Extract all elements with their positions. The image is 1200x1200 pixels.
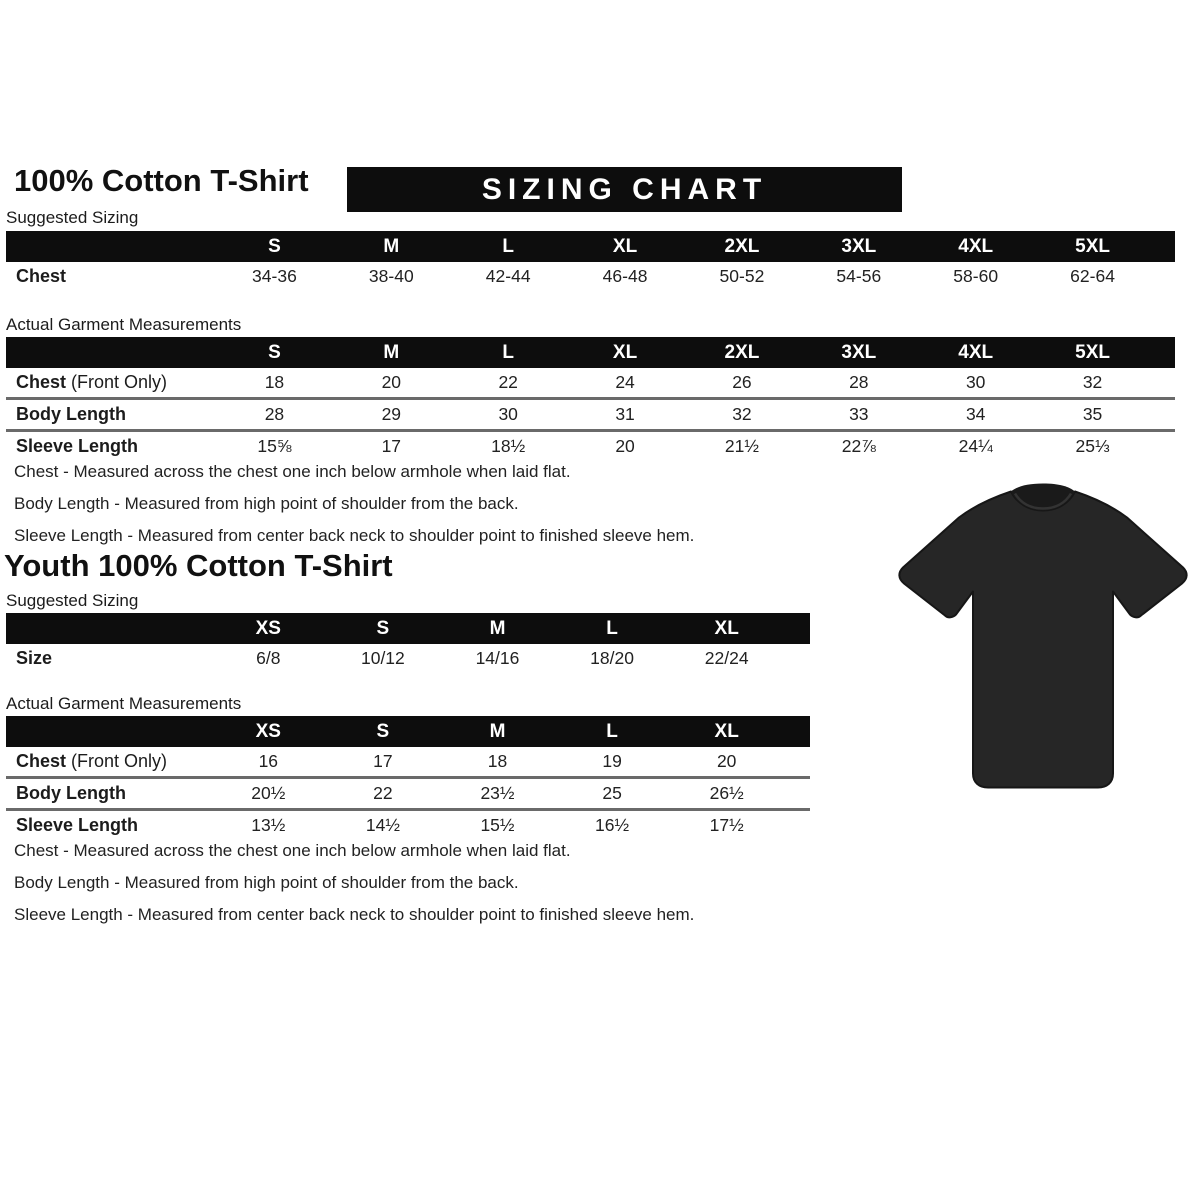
measurement-cell: 17: [373, 751, 393, 771]
size-table-header-row: [6, 613, 810, 644]
table-row: [6, 808, 810, 840]
row-label: Chest (Front Only): [16, 751, 168, 771]
note-line: Sleeve Length - Measured from center back neck to shoulder point to finished sleeve hem.: [14, 905, 695, 924]
size-column-header: M: [383, 341, 400, 363]
actual-garment-measurements-label: Actual Garment Measurements: [6, 315, 242, 334]
size-column-header: M: [489, 617, 506, 639]
row-label-text: Sleeve Length: [16, 815, 139, 835]
measurement-cell: 24¼: [958, 436, 993, 456]
row-label: [6, 436, 216, 457]
table-row: [6, 262, 1175, 291]
measurement-cell: 46-48: [602, 266, 648, 286]
size-column-header: S: [376, 720, 390, 742]
row-label-text: Chest: [16, 266, 67, 286]
suggested-sizing-label: Suggested Sizing: [6, 208, 139, 227]
size-column-header: 2XL: [724, 341, 760, 363]
size-column-header: XS: [255, 617, 281, 639]
measurement-cell: 34-36: [252, 266, 297, 286]
size-column-header: XL: [612, 341, 638, 363]
measurement-cell: 18: [487, 751, 508, 771]
measurement-cell: 25: [602, 783, 622, 803]
row-label-text: Body Length: [16, 783, 126, 803]
row-label: [6, 266, 216, 287]
measurement-cell: 32: [732, 404, 752, 424]
size-column-header: M: [383, 235, 400, 257]
measurement-cell: 15⅝: [257, 436, 292, 456]
measurement-cell: 22: [498, 372, 518, 392]
size-column-header: 2XL: [724, 235, 760, 257]
measurement-cell: 14½: [365, 815, 400, 835]
size-column-header: S: [268, 235, 281, 257]
measurement-cell: 62-64: [1070, 266, 1115, 286]
adult-measurement-notes: [14, 462, 694, 558]
row-label: [6, 648, 211, 669]
youth-measurement-notes: [14, 841, 694, 937]
row-label: Chest (Front Only): [16, 372, 168, 392]
row-label-text: Chest: [16, 372, 67, 392]
measurement-cell: 14/16: [475, 648, 520, 668]
sizing-chart-banner: SIZING CHART: [347, 167, 902, 212]
size-column-header: 5XL: [1075, 341, 1110, 363]
measurement-cell: 30: [498, 404, 518, 424]
size-column-header: L: [502, 235, 514, 257]
black-tshirt-icon: [893, 473, 1193, 813]
measurement-cell: 54-56: [836, 266, 882, 286]
youth-actual-garment-measurements-label: Actual Garment Measurements: [6, 694, 242, 713]
note-line: Chest - Measured across the chest one inch below armhole when laid flat.: [14, 462, 571, 481]
adult-actual-measurements-table: [6, 337, 1175, 461]
size-column-header: XL: [714, 720, 739, 742]
size-column-header: 3XL: [841, 235, 877, 257]
measurement-cell: 10/12: [360, 648, 405, 668]
measurement-cell: 17½: [709, 815, 744, 835]
tshirt-product-image: [893, 473, 1193, 813]
size-table-header-row: [6, 231, 1175, 262]
size-column-header: S: [376, 617, 390, 639]
measurement-cell: 30: [965, 372, 986, 392]
measurement-cell: 58-60: [953, 266, 999, 286]
size-column-header: M: [489, 720, 506, 742]
measurement-cell: 20½: [251, 783, 286, 803]
size-column-header: 4XL: [958, 235, 994, 257]
table-row: [6, 747, 810, 776]
size-column-header: L: [502, 341, 514, 363]
page-title: 100% Cotton T-Shirt: [14, 163, 309, 198]
row-label: [6, 783, 211, 804]
note-line: Chest - Measured across the chest one inch below armhole when laid flat.: [14, 841, 571, 860]
measurement-cell: 18/20: [590, 648, 634, 668]
table-row: [6, 368, 1175, 397]
measurement-cell: 22/24: [704, 648, 749, 668]
measurement-cell: 24: [615, 372, 635, 392]
measurement-cell: 34: [965, 404, 986, 424]
measurement-cell: 18: [264, 372, 285, 392]
measurement-cell: 42-44: [485, 266, 531, 286]
size-table-header-row: [6, 337, 1175, 368]
size-column-header: XL: [714, 617, 739, 639]
measurement-cell: 13½: [251, 815, 286, 835]
row-label: [6, 815, 211, 836]
row-label: [6, 404, 216, 425]
youth-suggested-sizing-table: [6, 613, 810, 673]
measurement-cell: 31: [615, 404, 635, 424]
measurement-cell: 50-52: [719, 266, 765, 286]
measurement-cell: 26: [732, 372, 752, 392]
size-column-header: L: [606, 720, 618, 742]
measurement-cell: 33: [849, 404, 869, 424]
table-row: [6, 776, 810, 808]
measurement-cell: 28: [264, 404, 285, 424]
measurement-cell: 15½: [480, 815, 515, 835]
measurement-cell: 17: [381, 436, 402, 456]
measurement-cell: 25⅓: [1075, 436, 1110, 456]
size-table-header-row: [6, 716, 810, 747]
size-column-header: XS: [255, 720, 281, 742]
measurement-cell: 18½: [491, 436, 526, 456]
measurement-cell: 23½: [480, 783, 515, 803]
size-column-header: L: [606, 617, 618, 639]
size-column-header: 4XL: [958, 341, 994, 363]
measurement-cell: 28: [849, 372, 869, 392]
measurement-cell: 35: [1082, 404, 1103, 424]
measurement-cell: 22: [373, 783, 393, 803]
youth-suggested-sizing-label: Suggested Sizing: [6, 591, 139, 610]
measurement-cell: 6/8: [256, 648, 281, 668]
table-row: [6, 644, 810, 673]
note-line: Body Length - Measured from high point of shoulder from the back.: [14, 494, 519, 513]
measurement-cell: 38-40: [368, 266, 414, 286]
size-column-header: 3XL: [841, 341, 877, 363]
measurement-cell: 16½: [595, 815, 630, 835]
measurement-cell: 19: [602, 751, 622, 771]
youth-section-title: Youth 100% Cotton T-Shirt: [4, 548, 393, 583]
measurement-cell: 32: [1082, 372, 1103, 392]
table-row: [6, 397, 1175, 429]
row-label-text: Body Length: [16, 404, 126, 424]
table-row: [6, 429, 1175, 461]
measurement-cell: 20: [381, 372, 402, 392]
measurement-cell: 26½: [709, 783, 744, 803]
size-column-header: XL: [612, 235, 638, 257]
note-line: Body Length - Measured from high point of shoulder from the back.: [14, 873, 519, 892]
note-line: Sleeve Length - Measured from center back neck to shoulder point to finished sleeve hem.: [14, 526, 695, 545]
size-column-header: 5XL: [1075, 235, 1110, 257]
measurement-cell: 29: [381, 404, 402, 424]
adult-suggested-sizing-table: [6, 231, 1175, 291]
measurement-cell: 21½: [724, 436, 759, 456]
measurement-cell: 20: [716, 751, 737, 771]
youth-actual-measurements-table: [6, 716, 810, 840]
row-label-text: Chest: [16, 751, 67, 771]
size-column-header: S: [268, 341, 281, 363]
measurement-cell: 16: [258, 751, 279, 771]
measurement-cell: 22⅞: [841, 436, 876, 456]
row-label-text: Sleeve Length: [16, 436, 139, 456]
measurement-cell: 20: [615, 436, 635, 456]
row-label-text: Size: [16, 648, 53, 668]
